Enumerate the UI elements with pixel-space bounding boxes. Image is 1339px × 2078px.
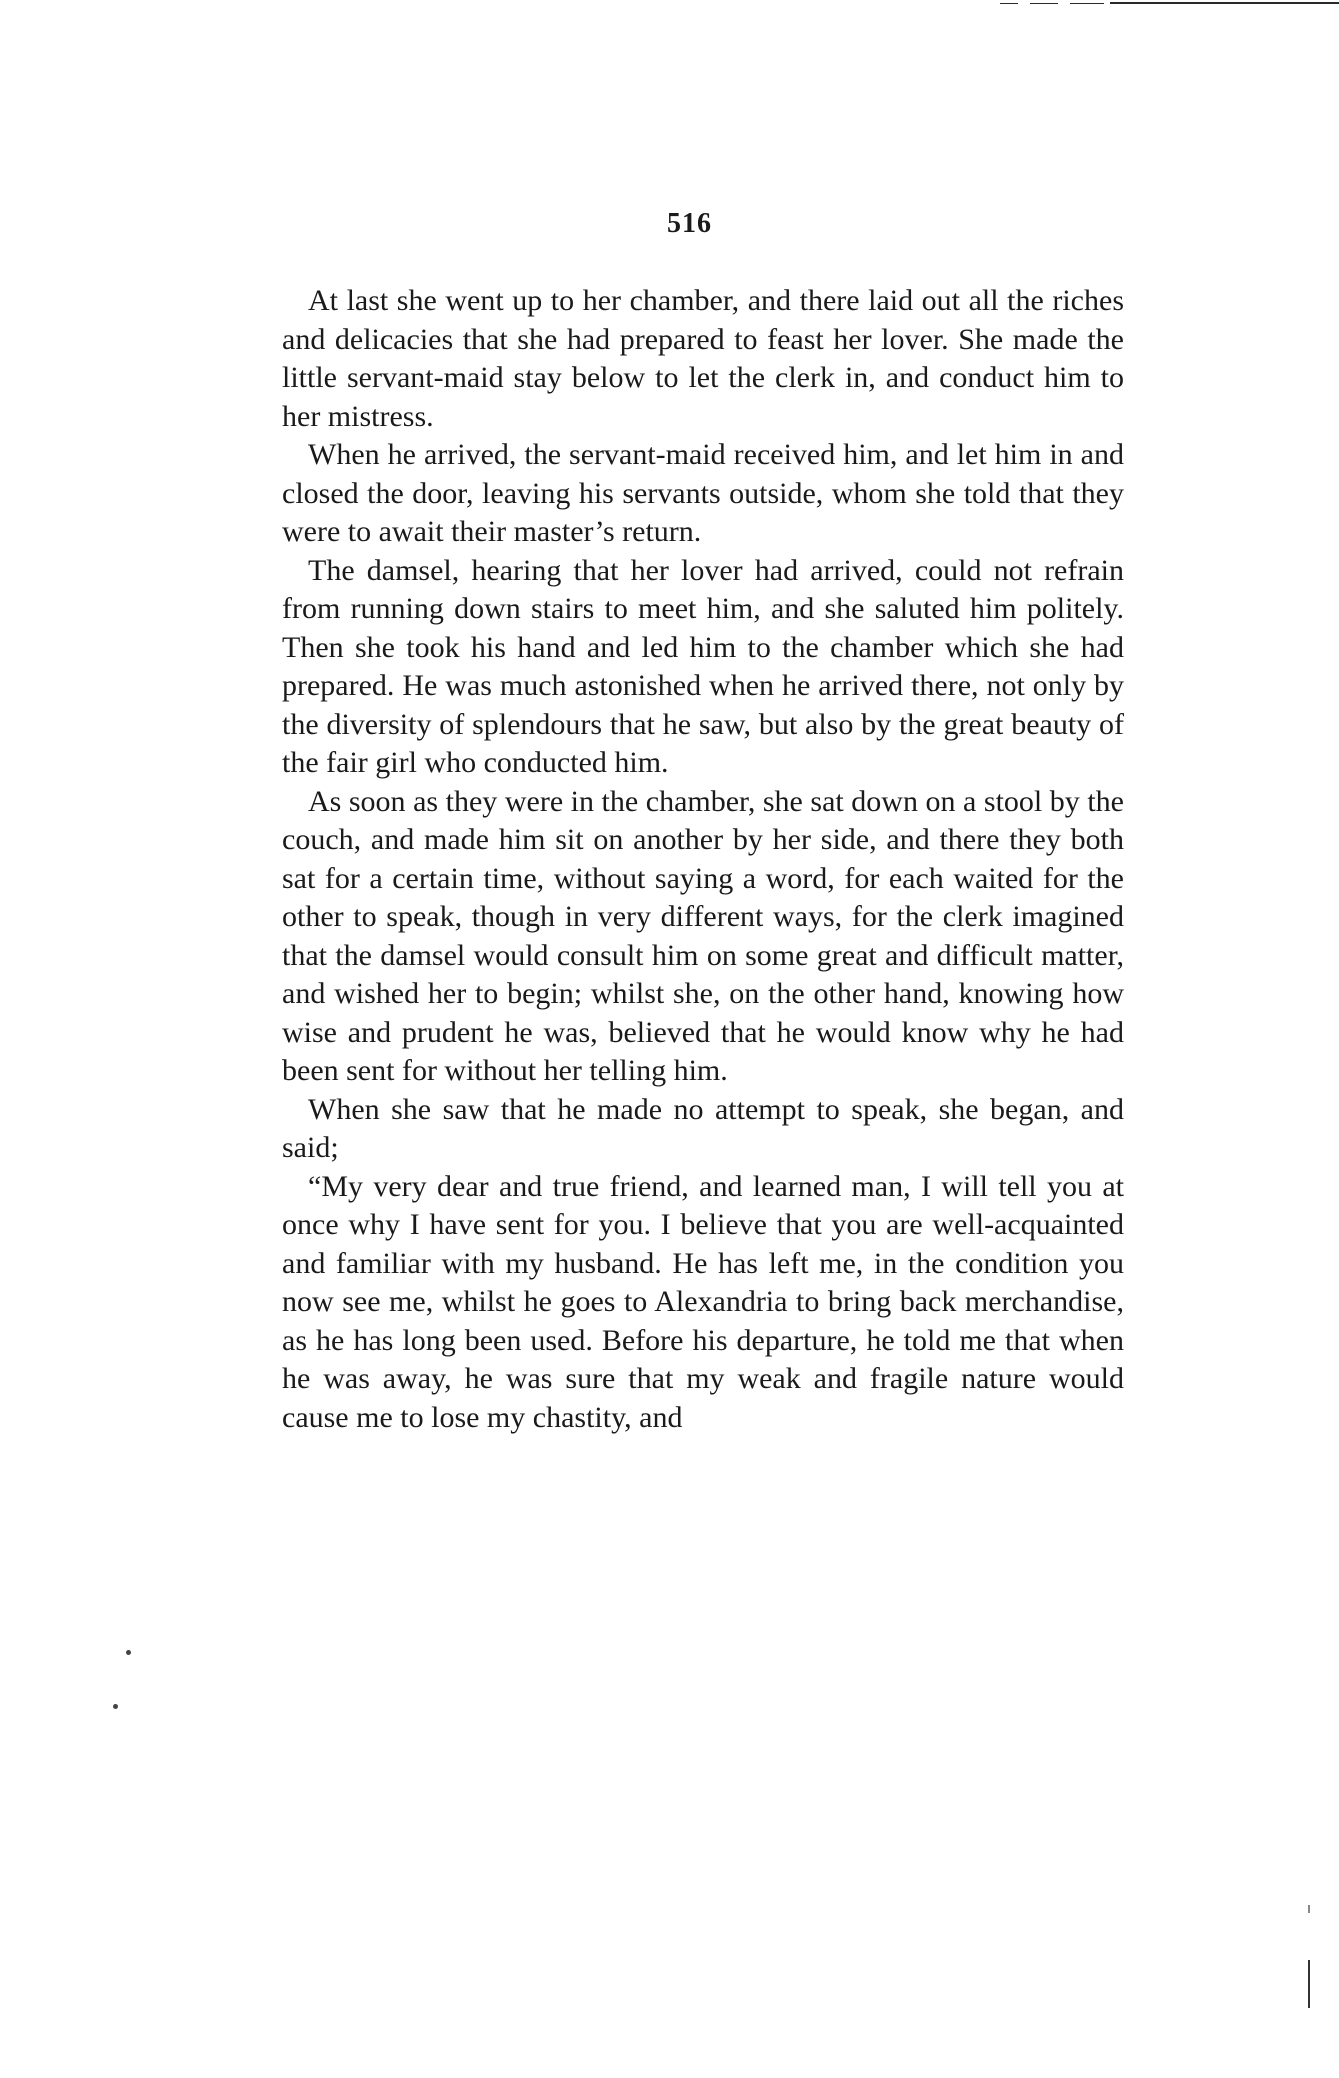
paragraph: At last she went up to her chamber, and there laid out all the riches and delicacies that she had prepared to feast her lover. She made the little servant-maid stay below to let the clerk in, and conduct him to her mistress. (282, 284, 1124, 433)
body-text (282, 282, 1124, 1437)
page-number: 516 (667, 208, 712, 239)
scan-edge-mark (1308, 1905, 1310, 1913)
scan-speck (126, 1650, 131, 1655)
paragraph: “My very dear and true friend, and learned man, I will tell you at once why I have sent for you. I believe that you are well-acquainted and familiar with my husband. He has left me, in the condition you now see me, whilst he goes to Alexandria to bring back merchandise, as he has long been used. Before his departure, he told me that when he was away, he was sure that my weak and fragile nature would cause me to lose my chastity, and (282, 1169, 1124, 1434)
paragraph: As soon as they were in the chamber, she sat down on a stool by the couch, and made him sit on another by her side, and there they both sat for a certain time, without saying a word, for each waited for the other to speak, though in very different ways, for the clerk imagined that the damsel would consult him on some great and difficult matter, and wished her to begin; whilst she, on the other hand, knowing how wise and prudent he was, believed that he would know why he had been sent for without her telling him. (282, 784, 1124, 1087)
paragraph: The damsel, hearing that her lover had arrived, could not refrain from running down stairs to meet him, and she saluted him politely. Then she took his hand and led him to the chamber which she had prepared. He was much astonished when he arrived there, not only by the diversity of splendours that he saw, but also by the great beauty of the fair girl who conducted him. (282, 553, 1124, 779)
scan-edge-rule-dash (1000, 3, 1018, 4)
scan-edge-rule (1110, 2, 1339, 4)
paragraph: When she saw that he made no attempt to speak, she began, and said; (282, 1092, 1124, 1164)
scan-speck (113, 1704, 118, 1709)
paragraph: When he arrived, the servant-maid received him, and let him in and closed the door, leaving his servants outside, whom she told that they were to await their master’s return. (282, 438, 1124, 548)
scan-edge-rule-dash (1070, 3, 1104, 4)
scan-edge-rule-dash (1030, 3, 1058, 4)
scan-edge-mark (1308, 1960, 1310, 2008)
